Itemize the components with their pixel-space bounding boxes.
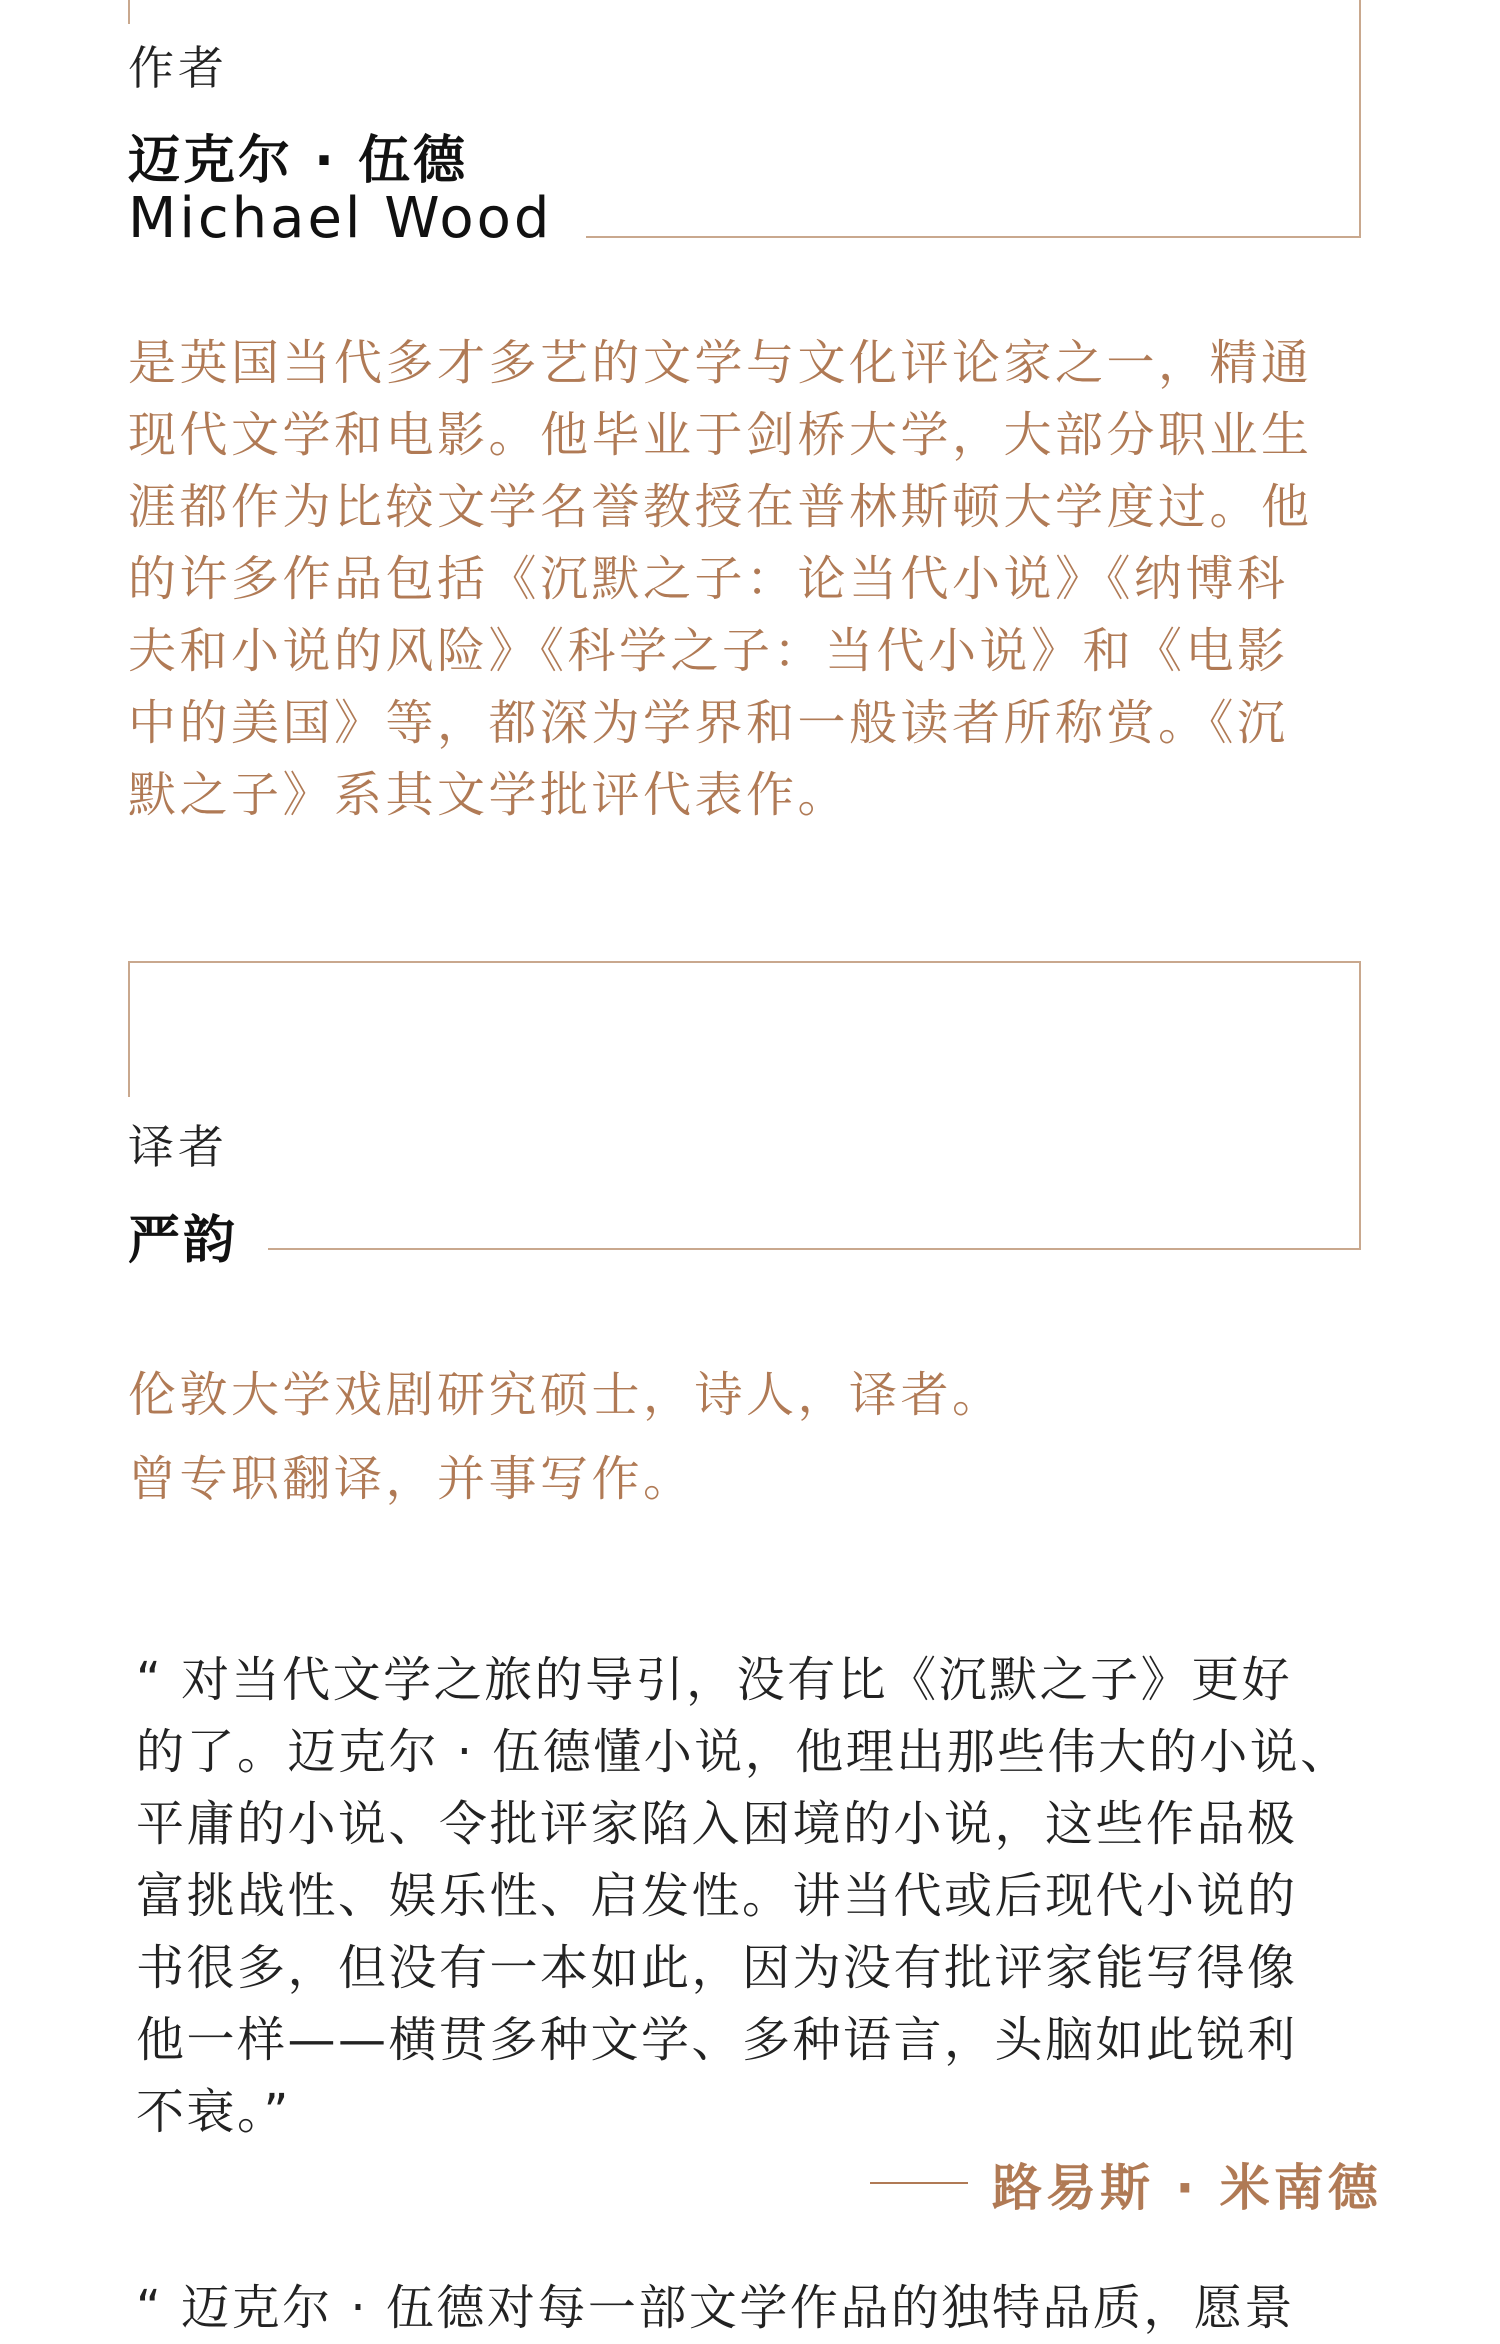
review-quote [136,1644,1351,2148]
author-bio-line: 夫和小说的风险》《科学之子：当代小说》和《电影 [128,623,1289,679]
author-frame-left [128,0,130,24]
author-bio-line: 中的美国》等，都深为学界和一般读者所称赏。《沉 [128,695,1289,751]
author-bio-line: 现代文学和电影。他毕业于剑桥大学，大部分职业生 [128,407,1313,463]
next-quote-partial: “ 迈克尔 · 伍德对每一部文学作品的独特品质，愿景 [136,2280,1295,2336]
quote-line: 不衰。” [136,2084,291,2140]
author-frame-right [1359,0,1361,238]
quote-line: 的了。迈克尔 · 伍德懂小说，他理出那些伟大的小说、 [136,1724,1351,1780]
translator-bio-line: 曾专职翻译，并事写作。 [128,1451,695,1507]
quote-line: 书很多，但没有一本如此，因为没有批评家能写得像 [136,1940,1298,1996]
author-name-cn: 迈克尔 · 伍德 [128,131,468,191]
author-name-en: Michael Wood [128,186,553,251]
translator-frame-top [128,961,1361,963]
translator-bio [128,1353,1004,1521]
author-role-label: 作者 [128,41,228,95]
attribution-dash [870,2182,968,2184]
quote-line: 富挑战性、娱乐性、启发性。讲当代或后现代小说的 [136,1868,1298,1924]
translator-frame-right [1359,961,1361,1250]
translator-name-cn: 严韵 [128,1211,239,1271]
author-bio-line: 涯都作为比较文学名誉教授在普林斯顿大学度过。他 [128,479,1313,535]
author-bio [128,327,1313,831]
quote-line: 平庸的小说、令批评家陷入困境的小说，这些作品极 [136,1796,1298,1852]
author-bio-line: 默之子》系其文学批评代表作。 [128,767,850,823]
author-bio-line: 是英国当代多才多艺的文学与文化评论家之一，精通 [128,335,1313,391]
translator-bio-line: 伦敦大学戏剧研究硕士，诗人，译者。 [128,1367,1004,1423]
author-frame-bottom [586,236,1361,238]
quote-attribution: 路易斯 · 米南德 [992,2159,1382,2217]
translator-role-label: 译者 [128,1120,228,1174]
author-bio-line: 的许多作品包括《沉默之子：论当代小说》《纳博科 [128,551,1289,607]
translator-frame-bottom [268,1248,1361,1250]
quote-line: 他一样——横贯多种文学、多种语言，头脑如此锐利 [136,2012,1298,2068]
quote-line: “ 对当代文学之旅的导引，没有比《沉默之子》更好 [136,1652,1293,1708]
translator-frame-left [128,961,130,1097]
